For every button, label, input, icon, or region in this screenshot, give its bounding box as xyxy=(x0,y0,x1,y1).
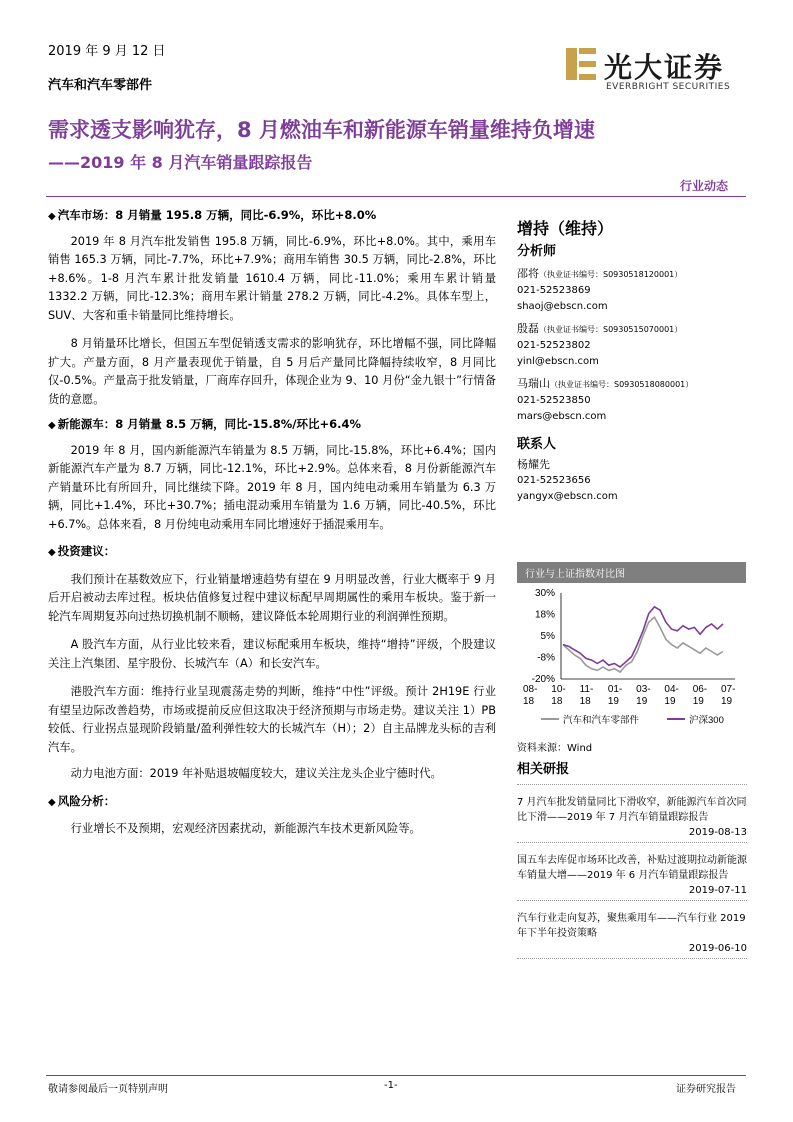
paragraph: 8 月销量环比增长，但国五车型促销透支需求的影响犹存，环比增幅不强，同比降幅扩大。产量方面，8 月产量表现优于销量，自 5 月后产量同比降幅持续收窄，8 月同比仅-0.5%。产量高于批发销量，厂商库存回升，体现企业为 9、10 月份“金九银十”行情备货的意愿。 xyxy=(48,337,496,406)
x-tick-label: 03- xyxy=(636,684,651,695)
chart-source: 资料来源：Wind xyxy=(517,743,593,754)
x-tick-label: 18 xyxy=(551,696,563,707)
section-heading-risk: ◆ 风险分析： xyxy=(48,792,496,813)
x-tick-label: 01- xyxy=(607,684,623,695)
email-link[interactable]: yangyx@ebscn.com xyxy=(517,491,618,502)
paragraph: 2019 年 8 月，国内新能源汽车销量为 8.5 万辆，同比-15.8%，环比+6.4%；国内新能源汽车产量为 8.7 万辆，同比-12.1%，环比+2.9%。总体来看，8 月份新能源汽车产销量环比有所回升，同比继续下降。2019 年 8 月，国内纯电动乘用车销量为 6.3 万辆，同比+1.4%，环比+30.7%；插电混动乘用车销量为 1.6 万辆，同比-40.5%，环比+6.7%。总体来看，8 月份纯电动乘用车同比增速好于插混乘用车。 xyxy=(48,443,496,531)
paragraph: 我们预计在基数效应下，行业销量增速趋势有望在 9 月明显改善，行业大概率于 9 月后开启被动去库过程。板块估值修复过程中建议标配早周期属性的乘用车板块。鉴于新一轮汽车周期复苏向过热切换机制不顺畅，建议降低本轮周期行业的利润弹性预期。 xyxy=(48,572,496,623)
paragraph: 动力电池方面：2019 年补贴退坡幅度较大，建议关注龙头企业宁德时代。 xyxy=(70,767,442,780)
y-tick-label: 18% xyxy=(534,609,555,621)
report-date: 2019 年 9 月 12 日 xyxy=(48,44,166,59)
related-report[interactable]: 国五车去库促市场环比改善，补贴过渡期拉动新能源车销量大增——2019 年 6 月汽车销量跟踪报告 2019-07-11 xyxy=(517,855,747,896)
x-tick-label: 06- xyxy=(692,684,708,695)
diamond-bullet-icon: ◆ xyxy=(48,420,56,431)
x-tick-label: 11- xyxy=(579,684,594,695)
analyst-entry: 马瑞山（执业证书编号：S0930518080001） 021-52523850 mars@ebscn.com xyxy=(517,376,747,425)
legend-label: 沪深300 xyxy=(689,715,724,726)
diamond-bullet-icon: ◆ xyxy=(48,796,56,808)
page-title: 需求透支影响犹存，8 月燃油车和新能源车销量维持负增速 xyxy=(48,118,595,142)
x-tick-label: 19 xyxy=(607,696,619,707)
diamond-bullet-icon: ◆ xyxy=(48,547,56,558)
chart-title: 行业与上证指数对比图 xyxy=(517,562,746,583)
email-link[interactable]: shaoj@ebscn.com xyxy=(517,301,608,312)
paragraph: 2019 年 8 月汽车批发销售 195.8 万辆，同比-6.9%，环比+8.0%。其中，乘用车销售 165.3 万辆，同比-7.7%，环比+7.9%；商用车销售 30.5 万辆，同比-2.8%，环比+8.6%。1-8 月汽车累计批发销量 1610.4 万辆，同比-11.0%；乘用车累计销量 1332.2 万辆，同比-12.3%；商用车累计销量 278.2 万辆，同比-4.2%。具体车型上，SUV、大客和重卡销量同比维持增长。 xyxy=(48,234,496,322)
header-divider xyxy=(46,196,746,197)
everbright-logo-icon xyxy=(566,48,596,80)
y-tick-label: -20% xyxy=(531,674,555,685)
x-tick-label: 19 xyxy=(721,696,733,707)
related-block xyxy=(517,762,747,969)
analyst-entry: 邵将（执业证书编号：S0930518120001） 021-52523869 shaoj@ebscn.com xyxy=(517,266,747,315)
section-heading-nev: ◆ 新能源车：8 月销量 8.5 万辆，同比-15.8%/环比+6.4% xyxy=(48,415,496,436)
paragraph: A 股汽车方面，从行业比较来看，建议标配乘用车板块，维持“增持”评级，个股建议关注上汽集团、星宇股份、长城汽车（A）和长安汽车。 xyxy=(48,638,496,670)
x-tick-label: 07- xyxy=(721,684,736,695)
main-column xyxy=(48,206,496,839)
chart-svg xyxy=(517,583,746,733)
page-subtitle: ——2019 年 8 月汽车销量跟踪报告 xyxy=(48,153,313,172)
x-tick-label: 18 xyxy=(523,696,535,707)
y-tick-label: -8% xyxy=(537,652,555,664)
x-tick-label: 08- xyxy=(523,684,538,695)
paragraph: 港股汽车方面：维持行业呈现震荡走势的判断，维持“中性”评级。预计 2H19E 行业有望呈边际改善趋势，市场或提前反应但这取决于经济预期与市场走势。建议关注 1）PB 较低、行业拐点显现阶段销量/盈利弹性较大的长城汽车（H）；2）自主品牌龙头标的吉利汽车。 xyxy=(48,685,496,754)
email-link[interactable]: mars@ebscn.com xyxy=(517,411,607,422)
page-number: -1- xyxy=(384,1080,398,1091)
rating: 增持（维持） xyxy=(517,219,614,238)
section-heading-investment: ◆ 投资建议： xyxy=(48,542,496,563)
legend-label: 汽车和汽车零部件 xyxy=(563,715,640,726)
related-heading: 相关研报 xyxy=(517,762,570,777)
email-link[interactable]: yinl@ebscn.com xyxy=(517,356,599,367)
diamond-bullet-icon: ◆ xyxy=(48,211,56,222)
x-tick-label: 18 xyxy=(579,696,591,707)
x-tick-label: 19 xyxy=(692,696,704,707)
section-heading-auto-market: ◆ 汽车市场：8 月销量 195.8 万辆，同比-6.9%，环比+8.0% xyxy=(48,206,496,227)
related-report[interactable]: 7 月汽车批发销量同比下滑收窄，新能源汽车首次同比下滑——2019 年 7 月汽车销量跟踪报告 2019-08-13 xyxy=(517,797,747,838)
related-report[interactable]: 汽车行业走向复苏，聚焦乘用车——汽车行业 2019 年下半年投资策略 2019-06-10 xyxy=(517,913,747,954)
analyst-block xyxy=(517,244,747,505)
sector-label: 汽车和汽车零部件 xyxy=(48,78,153,93)
comparison-chart xyxy=(517,562,746,754)
logo-english: EVERBRIGHT SECURITIES xyxy=(606,82,731,92)
report-type-tag: 行业动态 xyxy=(680,179,729,193)
series-line-0 xyxy=(563,617,723,672)
y-tick-label: 30% xyxy=(534,588,555,599)
x-tick-label: 10- xyxy=(551,684,566,695)
paragraph: 行业增长不及预期，宏观经济因素扰动，新能源汽车技术更新风险等。 xyxy=(70,822,421,835)
contact-entry: 杨耀先 021-52523656 yangyx@ebscn.com xyxy=(517,457,747,505)
footer-disclaimer: 敬请参阅最后一页特别声明 xyxy=(48,1084,168,1095)
x-tick-label: 04- xyxy=(664,684,679,695)
footer-report-type: 证券研究报告 xyxy=(676,1084,736,1095)
contact-heading: 联系人 xyxy=(517,437,557,452)
analyst-heading: 分析师 xyxy=(517,244,557,259)
logo-text: 光大证券 xyxy=(604,51,725,84)
y-tick-label: 5% xyxy=(540,631,555,642)
x-tick-label: 19 xyxy=(636,696,648,707)
x-tick-label: 19 xyxy=(664,696,676,707)
analyst-entry: 殷磊（执业证书编号：S0930515070001） 021-52523802 yinl@ebscn.com xyxy=(517,321,747,370)
footer-divider xyxy=(46,1075,746,1076)
